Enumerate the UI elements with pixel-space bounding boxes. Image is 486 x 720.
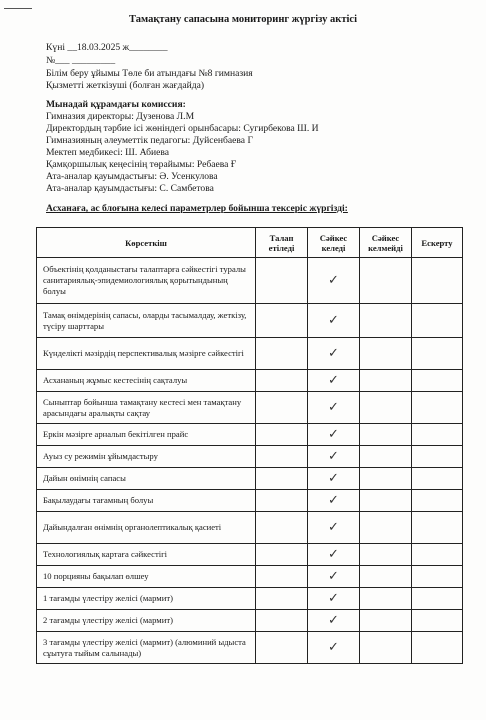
note-cell <box>412 338 463 370</box>
required-cell <box>256 370 308 392</box>
note-cell <box>412 468 463 490</box>
required-cell <box>256 566 308 588</box>
note-cell <box>412 566 463 588</box>
noncompliant-cell <box>360 392 412 424</box>
table-header-row <box>37 228 463 258</box>
required-cell <box>256 258 308 304</box>
date-line: Күні __18.03.2025 ж________ <box>46 42 168 53</box>
required-cell <box>256 304 308 338</box>
table-row <box>37 566 463 588</box>
criterion-cell: 3 тағамды үлестіру желісі (мармит) (алюминий ыдыста сұытуға тыйым салынады) <box>37 632 256 664</box>
criterion-cell: 1 тағамды үлестіру желісі (мармит) <box>37 588 256 610</box>
criterion-cell: Дайын өнімнің сапасы <box>37 468 256 490</box>
check-mark: ✓ <box>308 588 360 610</box>
table-row <box>37 370 463 392</box>
required-cell <box>256 468 308 490</box>
commission-member: Ата-аналар қауымдастығы: С. Самбетова <box>46 183 214 194</box>
check-mark: ✓ <box>308 370 360 392</box>
header-criterion: Көрсеткіш <box>37 228 256 258</box>
commission-member: Мектеп медбикесі: Ш. Абиева <box>46 147 170 158</box>
required-cell <box>256 632 308 664</box>
document-title: Тамақтану сапасына мониторинг жүргізу актісі <box>129 14 357 25</box>
table-row <box>37 258 463 304</box>
check-mark: ✓ <box>308 304 360 338</box>
criterion-cell: Еркін мәзірге арналып бекітілген прайс <box>37 424 256 446</box>
note-cell <box>412 490 463 512</box>
header-note: Ескерту <box>412 228 463 258</box>
criterion-cell: Технологиялық картаға сәйкестігі <box>37 544 256 566</box>
commission-member: Директордың тәрбие ісі жөніндегі орынбасары: Сугирбекова Ш. И <box>46 123 319 134</box>
organization-line: Білім беру ұйымы Төле би атындағы №8 гимназия <box>46 68 253 79</box>
required-cell <box>256 512 308 544</box>
check-mark: ✓ <box>308 566 360 588</box>
check-mark: ✓ <box>308 468 360 490</box>
check-mark: ✓ <box>308 490 360 512</box>
noncompliant-cell <box>360 304 412 338</box>
table-row <box>37 588 463 610</box>
monitoring-table <box>36 227 463 664</box>
noncompliant-cell <box>360 588 412 610</box>
table-row <box>37 512 463 544</box>
table-row <box>37 392 463 424</box>
check-mark: ✓ <box>308 512 360 544</box>
check-mark: ✓ <box>308 424 360 446</box>
required-cell <box>256 392 308 424</box>
note-cell <box>412 304 463 338</box>
criterion-cell: Дайындалған өнімнің органолептикалық қасиеті <box>37 512 256 544</box>
table-row <box>37 468 463 490</box>
noncompliant-cell <box>360 468 412 490</box>
note-cell <box>412 544 463 566</box>
noncompliant-cell <box>360 566 412 588</box>
note-cell <box>412 446 463 468</box>
noncompliant-cell <box>360 610 412 632</box>
criterion-cell: Тамақ өнімдерінің сапасы, оларды тасымалдау, жеткізу, түсіру шарттары <box>37 304 256 338</box>
note-cell <box>412 610 463 632</box>
commission-member: Гимназияның әлеуметтік педагогы: Дуйсенбаева Г <box>46 135 253 146</box>
noncompliant-cell <box>360 424 412 446</box>
table-row <box>37 424 463 446</box>
commission-member: Ата-аналар қауымдастығы: Ә. Усенкулова <box>46 171 218 182</box>
table-row <box>37 446 463 468</box>
criterion-cell: 10 порцияны бақылап өлшеу <box>37 566 256 588</box>
noncompliant-cell <box>360 512 412 544</box>
required-cell <box>256 588 308 610</box>
criterion-cell: Бақылаудағы тағамның болуы <box>37 490 256 512</box>
required-cell <box>256 490 308 512</box>
criterion-cell: Күнделікті мәзірдің перспективалық мәзірге сәйкестігі <box>37 338 256 370</box>
header-noncompliant: Сәйкес келмейді <box>360 228 412 258</box>
commission-member: Қамқоршылық кеңесінің төрайымы: Ребаева Ғ <box>46 159 237 170</box>
commission-heading: Мынадай құрамдағы комиссия: <box>46 99 186 110</box>
check-mark: ✓ <box>308 632 360 664</box>
criterion-cell: Сыныптар бойынша тамақтану кестесі мен тамақтану арасындағы аралықты сақтау <box>37 392 256 424</box>
required-cell <box>256 424 308 446</box>
noncompliant-cell <box>360 338 412 370</box>
required-cell <box>256 544 308 566</box>
note-cell <box>412 424 463 446</box>
note-cell <box>412 632 463 664</box>
required-cell <box>256 610 308 632</box>
header-required: Талап етіледі <box>256 228 308 258</box>
criterion-cell: 2 тағамды үлестіру желісі (мармит) <box>37 610 256 632</box>
note-cell <box>412 588 463 610</box>
noncompliant-cell <box>360 258 412 304</box>
table-row <box>37 338 463 370</box>
required-cell <box>256 338 308 370</box>
table-row <box>37 490 463 512</box>
note-cell <box>412 258 463 304</box>
note-cell <box>412 392 463 424</box>
commission-member: Гимназия директоры: Дузенова Л.М <box>46 111 195 122</box>
note-cell <box>412 370 463 392</box>
noncompliant-cell <box>360 632 412 664</box>
corner-mark <box>4 8 32 9</box>
check-mark: ✓ <box>308 610 360 632</box>
check-mark: ✓ <box>308 544 360 566</box>
required-cell <box>256 446 308 468</box>
table-row <box>37 544 463 566</box>
number-line: №___ _________ <box>46 55 116 66</box>
check-mark: ✓ <box>308 338 360 370</box>
check-mark: ✓ <box>308 446 360 468</box>
table-row <box>37 610 463 632</box>
noncompliant-cell <box>360 370 412 392</box>
noncompliant-cell <box>360 490 412 512</box>
criterion-cell: Объектінің қолданыстағы талаптарға сәйкестігі туралы санитариялық-эпидемиологиялық қорытындының болуы <box>37 258 256 304</box>
note-cell <box>412 512 463 544</box>
noncompliant-cell <box>360 544 412 566</box>
check-mark: ✓ <box>308 392 360 424</box>
provider-line: Қызметті жеткізуші (болған жағдайда) <box>46 80 205 91</box>
table-row <box>37 632 463 664</box>
inspection-heading: Асханаға, ас блоғына келесі параметрлер бойынша тексеріс жүргізді: <box>46 203 348 214</box>
noncompliant-cell <box>360 446 412 468</box>
criterion-cell: Ауыз су режимін ұйымдастыру <box>37 446 256 468</box>
check-mark: ✓ <box>308 258 360 304</box>
header-compliant: Сәйкес келеді <box>308 228 360 258</box>
criterion-cell: Асхананың жұмыс кестесінің сақталуы <box>37 370 256 392</box>
table-row <box>37 304 463 338</box>
